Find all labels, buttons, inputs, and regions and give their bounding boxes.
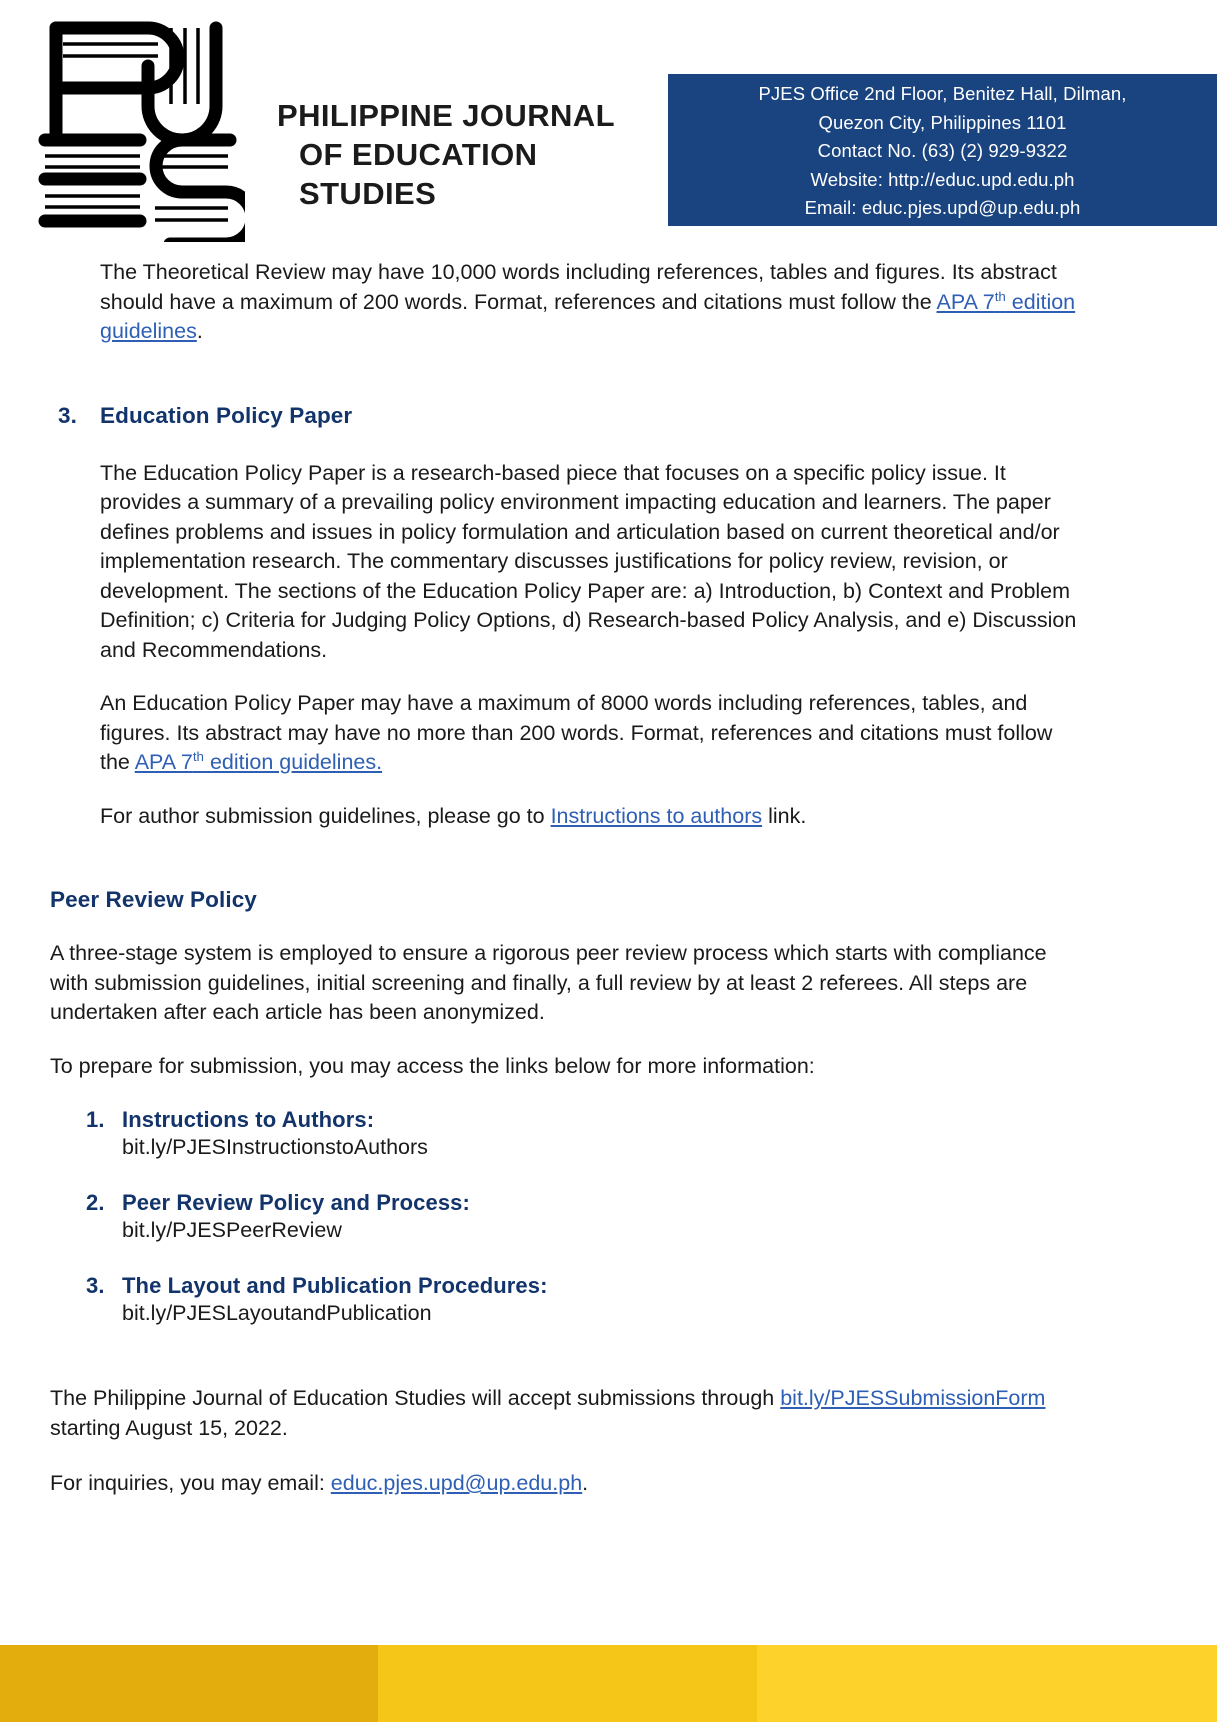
inquiries-suffix: . xyxy=(582,1471,589,1495)
peer-review-policy-heading: Peer Review Policy xyxy=(50,887,257,912)
link-item-1-label: Instructions to Authors: xyxy=(122,1107,375,1132)
link-item-2-label: Peer Review Policy and Process: xyxy=(122,1190,470,1215)
link-item-1-number: 1. xyxy=(86,1107,105,1132)
apa-link-ordinal-a: th xyxy=(994,288,1006,304)
pjes-logo-icon xyxy=(30,14,245,242)
pjes-logo xyxy=(30,14,245,242)
footer-bar-right xyxy=(757,1645,1217,1722)
inquiries-email-link[interactable]: educ.pjes.upd@up.edu.ph xyxy=(330,1471,583,1495)
prepare-for-submission-text: To prepare for submission, you may access the links below for more information: xyxy=(50,1053,815,1078)
submission-period-paragraph xyxy=(50,1384,1077,1443)
contact-info-box xyxy=(668,74,1217,226)
wordcount-text: An Education Policy Paper may have a maximum of 8000 words including references, tables, and figures. Its abstract may have no more than 200 words. Format, references and citations must follow the xyxy=(100,691,1053,774)
contact-address-line: PJES Office 2nd Floor, Benitez Hall, Dilman, xyxy=(758,83,1127,104)
author-submission-suffix: link. xyxy=(762,803,807,828)
journal-title xyxy=(277,96,677,213)
author-submission-text: For author submission guidelines, please go to xyxy=(100,803,551,828)
link-item-2-heading xyxy=(86,1190,1217,1216)
section-3-heading xyxy=(58,403,1217,429)
list-item xyxy=(86,1190,1217,1243)
theoretical-review-paragraph xyxy=(100,258,1087,347)
submission-period-suffix: starting August 15, 2022. xyxy=(50,1415,288,1440)
instructions-to-authors-link[interactable]: Instructions to authors xyxy=(550,803,763,828)
journal-title-line1: PHILIPPINE JOURNAL xyxy=(277,98,615,133)
education-policy-paper-description: The Education Policy Paper is a research-based piece that focuses on a specific policy issue. It provides a summary of a prevailing policy environment impacting education and learners. The paper defines problems and issues in policy formulation and articulation based on current theoretical and/or implementation research. The commentary discusses justifications for policy review, revision, or development. The sections of the Education Policy Paper are: a) Introduction, b) Context and Problem Definition; c) Criteria for Judging Policy Options, d) Research-based Policy Analysis, and e) Discussion and Recommendations. xyxy=(100,460,1077,662)
apa-link-label-a: APA 7 xyxy=(936,289,995,314)
document-body xyxy=(0,258,1217,1499)
submission-period-text: The Philippine Journal of Education Studies will accept submissions through xyxy=(50,1386,781,1410)
apa-link-2-label-a: APA 7 xyxy=(134,750,193,774)
apa-link-label-b: edition guidelines xyxy=(100,289,1076,343)
inquiries-paragraph xyxy=(50,1469,1077,1499)
link-item-2-number: 2. xyxy=(86,1190,105,1215)
contact-website-line: Website: http://educ.upd.edu.ph xyxy=(810,168,1075,190)
section-3-title: Education Policy Paper xyxy=(100,402,353,428)
submission-links-list xyxy=(86,1107,1217,1326)
apa-7th-edition-link-2[interactable] xyxy=(135,750,382,774)
link-item-3-number: 3. xyxy=(86,1273,105,1298)
link-item-3-url[interactable]: bit.ly/PJESLayoutandPublication xyxy=(122,1301,432,1325)
document-header xyxy=(0,0,1217,248)
list-item xyxy=(86,1107,1217,1160)
apa-link-2-ordinal: th xyxy=(192,748,204,764)
contact-city-line: Quezon City, Philippines 1101 xyxy=(818,111,1067,133)
footer-bar-left xyxy=(0,1645,378,1722)
link-item-2-url[interactable]: bit.ly/PJESPeerReview xyxy=(122,1218,342,1242)
author-submission-guidelines-paragraph xyxy=(100,802,1087,832)
contact-phone-line: Contact No. (63) (2) 929-9322 xyxy=(817,140,1068,161)
inquiries-text: For inquiries, you may email: xyxy=(50,1471,331,1495)
theoretical-review-period: . xyxy=(196,319,203,343)
submission-form-link[interactable]: bit.ly/PJESSubmissionForm xyxy=(780,1386,1046,1410)
education-policy-paper-wordcount xyxy=(100,689,1087,778)
peer-review-description: A three-stage system is employed to ensure a rigorous peer review process which starts with compliance with submission guidelines, initial screening and finally, a full review by at least 2 referees. All steps are undertaken after each article has been anonymized. xyxy=(50,941,1047,1024)
link-item-3-label: The Layout and Publication Procedures: xyxy=(122,1273,548,1298)
link-item-3-heading xyxy=(86,1273,1217,1299)
section-3-number: 3. xyxy=(58,402,77,428)
contact-email-line: Email: educ.pjes.upd@up.edu.ph xyxy=(804,197,1081,218)
theoretical-review-text: The Theoretical Review may have 10,000 words including references, tables and figures. Its abstract should have a maximum of 200 words. Format, references and citations must follow the xyxy=(100,260,1057,314)
journal-title-line2: OF EDUCATION STUDIES xyxy=(299,137,538,211)
link-item-1-url[interactable]: bit.ly/PJESInstructionstoAuthors xyxy=(122,1135,428,1159)
link-item-1-heading xyxy=(86,1107,1217,1133)
footer-bar-middle xyxy=(378,1645,756,1722)
list-item xyxy=(86,1273,1217,1326)
footer-color-bars xyxy=(0,1645,1217,1722)
apa-link-2-label-b: edition guidelines. xyxy=(203,750,383,774)
